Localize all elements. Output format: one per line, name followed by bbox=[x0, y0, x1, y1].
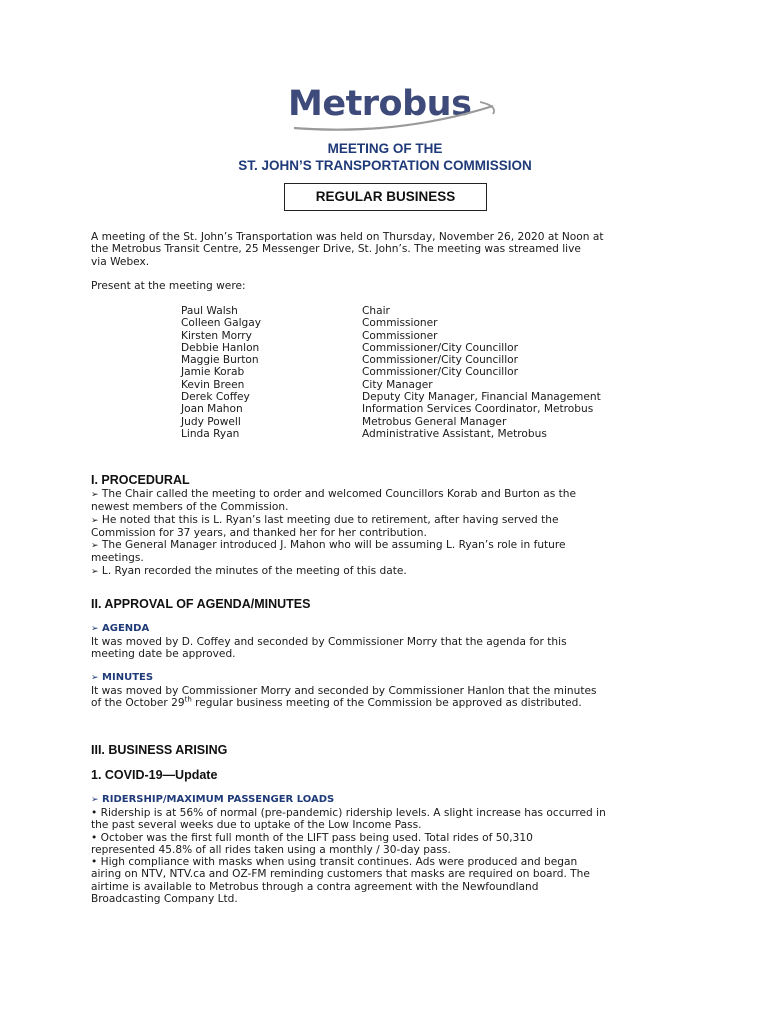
logo-swoosh-icon bbox=[288, 84, 508, 134]
attendee-names: Paul Walsh Colleen Galgay Kirsten Morry Debbie Hanlon Maggie Burton Jamie Korab Kevin Breen Derek Coffey Joan Mahon Judy Powell Linda Ryan bbox=[181, 305, 262, 440]
arrow-bullet-icon: ➢ bbox=[91, 490, 99, 500]
covid-update-title: 1. COVID-19—Update bbox=[91, 768, 218, 782]
present-label: Present at the meeting were: bbox=[91, 280, 246, 292]
arrow-bullet-icon: ➢ bbox=[91, 673, 99, 683]
heading-line-2: ST. JOHN’S TRANSPORTATION COMMISSION bbox=[238, 158, 532, 173]
meeting-heading bbox=[0, 140, 770, 174]
section-business-title: III. BUSINESS ARISING bbox=[91, 743, 228, 757]
agenda-subheading: ➢ AGENDA bbox=[91, 623, 150, 634]
heading-line-1: MEETING OF THE bbox=[327, 141, 443, 156]
arrow-bullet-icon: ➢ bbox=[91, 795, 99, 805]
dot-bullet-icon: • bbox=[91, 807, 98, 819]
metrobus-logo bbox=[288, 84, 508, 134]
minutes-subheading: ➢ MINUTES bbox=[91, 672, 154, 683]
regular-business-box: REGULAR BUSINESS bbox=[284, 183, 487, 211]
dot-bullet-icon: • bbox=[91, 856, 98, 869]
intro-paragraph: A meeting of the St. John’s Transportation was held on Thursday, November 26, 2020 at Noon at the Metrobus Transit Centre, 25 Messenger Drive, St. John’s. The meeting was streamed live via Webex. bbox=[91, 231, 604, 268]
arrow-bullet-icon: ➢ bbox=[91, 541, 99, 552]
arrow-bullet-icon: ➢ bbox=[91, 515, 99, 526]
ridership-subheading: ➢ RIDERSHIP/MAXIMUM PASSENGER LOADS bbox=[91, 794, 335, 805]
arrow-bullet-icon: ➢ bbox=[91, 566, 99, 577]
section-procedural-title: I. PROCEDURAL bbox=[91, 473, 190, 487]
agenda-paragraph: It was moved by D. Coffey and seconded by Commissioner Morry that the agenda for this meeting date be approved. bbox=[91, 636, 567, 661]
procedural-list: ➢ The Chair called the meeting to order and welcomed Councillors Korab and Burton as the newest members of the Commission. ➢ He noted that this is L. Ryan’s last meeting due to retirement, after having served the Commission for 37 years, and thanked her for her contribution. ➢ The General Manager introduced J. Mahon who will be assuming L. Ryan’s role in future meetings. ➢ L. Ryan recorded the minutes of the meeting of this date. bbox=[91, 488, 577, 577]
attendee-roles: Chair Commissioner Commissioner Commissioner/City Councillor Commissioner/City Councillor Commissioner/City Councillor City Manager Deputy City Manager, Financial Management Information Services Coordinator, Metrobus Metrobus General Manager Administrative Assistant, Metrobus bbox=[362, 305, 601, 440]
arrow-bullet-icon: ➢ bbox=[91, 624, 99, 634]
minutes-paragraph: It was moved by Commissioner Morry and seconded by Commissioner Hanlon that the minutes of the October 29th regular business meeting of the Commission be approved as distributed. bbox=[91, 685, 597, 710]
ridership-list: • Ridership is at 56% of normal (pre-pandemic) ridership levels. A slight increase has occurred in the past several weeks due to uptake of the Low Income Pass. • October was the first full month of the LIFT pass being used. Total rides of 50,310 represented 45.8% of all rides taken using a monthly / 30-day pass. • High compliance with masks when using transit continues. Ads were produced and began airing on NTV, NTV.ca and OZ-FM reminding customers that masks are required on board. The airtime is available to Metrobus through a contra agreement with the Newfoundland Broadcasting Company Ltd. bbox=[91, 807, 606, 906]
logo-wordmark: Metrobus bbox=[288, 84, 472, 124]
section-approval-title: II. APPROVAL OF AGENDA/MINUTES bbox=[91, 597, 311, 611]
dot-bullet-icon: • bbox=[91, 831, 98, 844]
